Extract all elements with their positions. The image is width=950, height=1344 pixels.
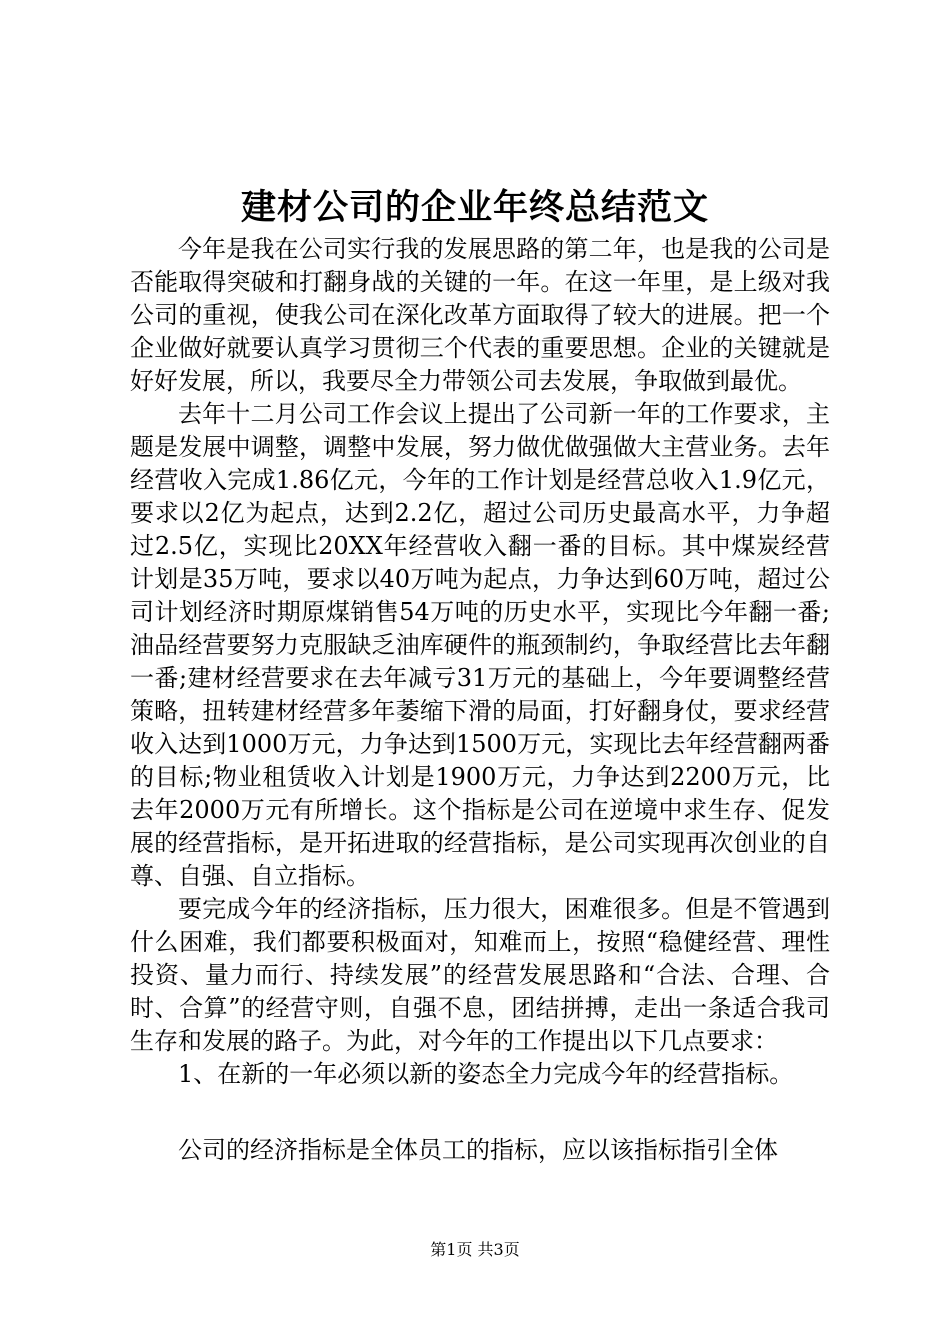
document-body [130,233,830,1167]
paragraph-requirements: 要完成今年的经济指标，压力很大，困难很多。但是不管遇到什么困难，我们都要积极面对，知难而上，按照“稳健经营、理性投资、量力而行、持续发展”的经营发展思路和“合法、合理、合时、合算”的经营守则，自强不息，团结拼搏，走出一条适合我司生存和发展的路子。为此，对今年的工作提出以下几点要求： [130,895,830,1055]
page-number-footer: 第1页 共3页 [430,1240,520,1259]
paragraph-intro: 今年是我在公司实行我的发展思路的第二年，也是我的公司是否能取得突破和打翻身战的关键的一年。在这一年里，是上级对我公司的重视，使我公司在深化改革方面取得了较大的进展。把一个企业做好就要认真学习贯彻三个代表的重要思想。企业的关键就是好好发展，所以，我要尽全力带领公司去发展，争取做到最优。 [130,235,830,395]
list-item-1: 1、在新的一年必须以新的姿态全力完成今年的经营指标。 [178,1060,794,1088]
paragraph-continued: 公司的经济指标是全体员工的指标，应以该指标指引全体 [178,1136,778,1164]
paragraph-spacer [130,1091,830,1134]
document-title: 建材公司的企业年终总结范文 [240,187,709,228]
paragraph-targets: 去年十二月公司工作会议上提出了公司新一年的工作要求，主题是发展中调整，调整中发展，努力做优做强做大主营业务。去年经营收入完成1.86亿元，今年的工作计划是经营总收入1.9亿元，要求以2亿为起点，达到2.2亿，超过公司历史最高水平，力争超过2.5亿，实现比20XX年经营收入翻一番的目标。其中煤炭经营计划是35万吨，要求以40万吨为起点，力争达到60万吨，超过公司计划经济时期原煤销售54万吨的历史水平，实现比今年翻一番;油品经营要努力克服缺乏油库硬件的瓶颈制约，争取经营比去年翻一番;建材经营要求在去年减亏31万元的基础上，今年要调整经营策略，扭转建材经营多年萎缩下滑的局面，打好翻身仗，要求经营收入达到1000万元，力争达到1500万元，实现比去年经营翻两番的目标;物业租赁收入计划是1900万元，力争达到2200万元，比去年2000万元有所增长。这个指标是公司在逆境中求生存、促发展的经营指标，是开拓进取的经营指标，是公司实现再次创业的自尊、自强、自立指标。 [130,400,830,890]
